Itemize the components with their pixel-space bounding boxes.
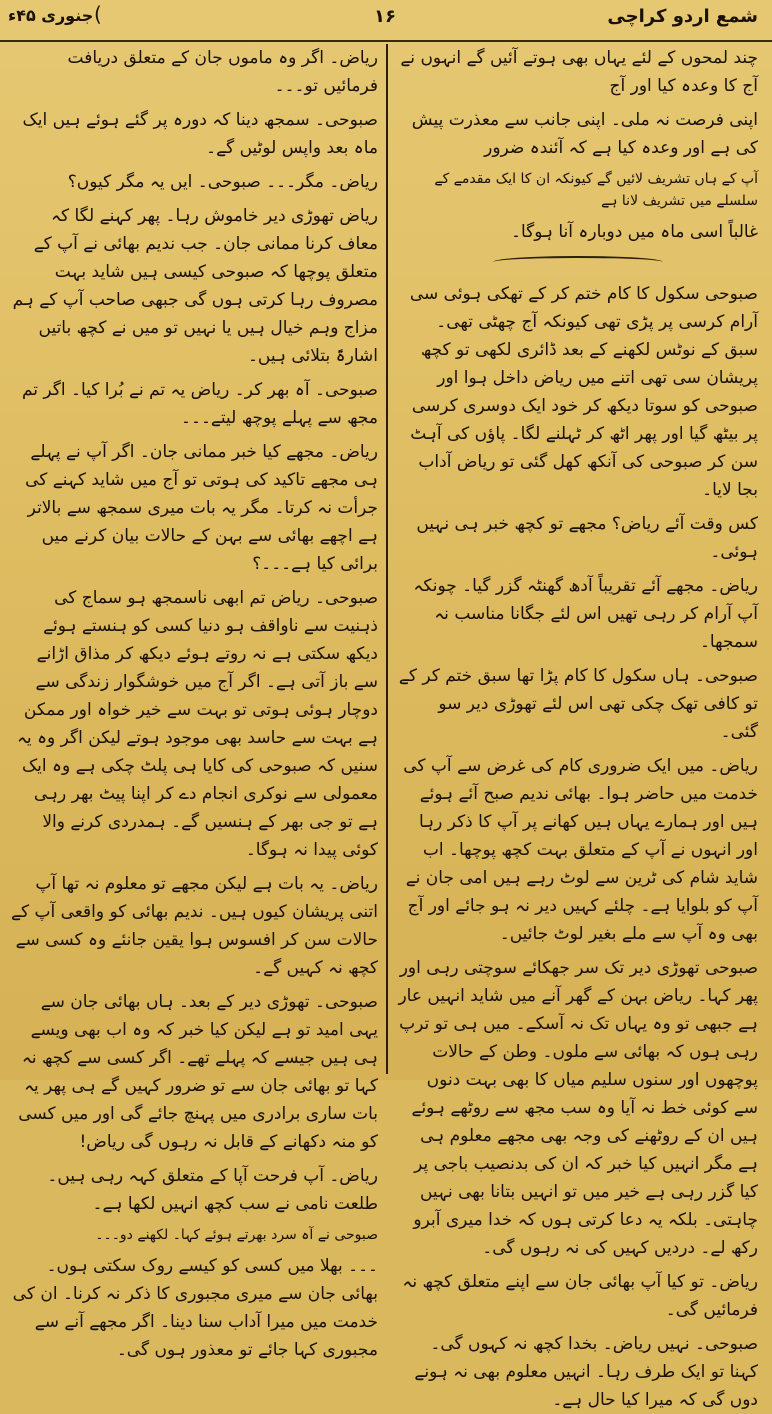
left-column [10,44,378,1360]
paragraph: آپ کے ہاں تشریف لائیں گے کیونکہ ان کا ایک مقدمے کے سلسلے میں تشریف لانا ہے [434,171,758,209]
paragraph: ریاض تھوڑی دیر خاموش رہا۔ پھر کہنے لگا کہ معاف کرنا ممانی جان۔ جب ندیم بھائی نے آپ کے متعلق پوچھا کہ صبوحی کیسی ہیں شاید بہت مصروف رہا کرتی ہوں گی جبھی صاحب آپ کے ہم مزاج وہم خیال ہیں یا نہیں تو میں نے کچھ باتیں اشارۃً بتلائی ہیں۔ [12,206,378,366]
paragraph: ریاض۔ یہ بات ہے لیکن مجھے تو معلوم نہ تھا آپ اتنی پریشان کیوں ہیں۔ ندیم بھائی کو واقعی آپ کے حالات سن کر افسوس ہوا یقین جانئے وہ کسی سے کچھ نہ کہیں گے۔ [11,874,378,978]
page-header [0,0,772,42]
paragraph: صبوحی۔ سمجھ دینا کہ دورہ پر گئے ہوئے ہیں ایک ماہ بعد واپس لوٹیں گے۔ [22,110,378,158]
paragraph: ریاض۔ مجھے آئے تقریباً آدھ گھنٹہ گزر گیا۔ چونکہ آپ آرام کر رہی تھیں اس لئے جگانا مناسب نہ سمجھا۔ [413,576,758,652]
paragraph: صبوحی نے آہ سرد بھرتے ہوئے کہا۔ لکھنے دو۔۔۔ [95,1227,378,1243]
magazine-title: شمع اردو کراچی [607,6,758,27]
paragraph: صبوحی۔ آہ بھر کر۔ ریاض یہ تم نے بُرا کیا۔ اگر تم مجھ سے پہلے پوچھ لیتے۔۔۔ [21,380,378,428]
paragraph: صبوحی۔ ریاض تم ابھی ناسمجھ ہو سماج کی ذہنیت سے ناواقف ہو دنیا کسی کو ہنستے ہوئے دیکھ سکتی ہے نہ روتے ہوئے دیکھ کر مذاق اڑانے سے باز آتی ہے۔ اگر آج میں خوشگوار زندگی سے دوچار ہوئی ہوتی تو بہت سے خیر خواہ اور ممکن ہے بہت سے حاسد بھی موجود ہوتے لیکن اگر وہ یہ سنیں کہ صبوحی کی کایا ہی پلٹ چکی ہے وہ ایک معمولی سے نوکری انجام دے کر اپنا پیٹ بھر رہی ہے تو جی بھر کے ہنسیں گے۔ ہمدردی کرنے والا کوئی پیدا نہ ہوگا۔ [16,588,378,860]
paragraph: ریاض۔ تو کیا آپ بھائی جان سے اپنے متعلق کچھ نہ فرمائیں گی۔ [402,1272,758,1320]
right-column [398,44,758,1410]
paragraph: ریاض۔ مگر۔۔۔ صبوحی۔ ایں یہ مگر کیوں؟ [67,172,378,192]
column-divider [386,44,388,1074]
paragraph: ریاض۔ اگر وہ ماموں جان کے متعلق دریافت فرمائیں تو۔۔۔ [67,48,378,96]
page-number: ۱۶ [374,6,396,27]
paragraph: صبوحی تھوڑی دیر تک سر جھکائے سوچتی رہی اور پھر کہا۔ ریاض بہن کے گھر آنے میں شاید انہیں عار ہے جبھی تو وہ یہاں تک نہ آسکے۔ میں ہی تو ترپ رہی ہوں کہ بھائی سے ملوں۔ وطن کے حالات پوچھوں اور سنوں سلیم میاں کا بھی بہت دنوں سے کوئی خط نہ آیا وہ سب مجھ سے روٹھے ہوئے ہیں ان کے روٹھنے کی وجہ بھی مجھے معلوم ہی ہے مگر انہیں کیا خبر کہ ان کی بدنصیب باجی پر کیا گزر رہی ہے خیر میں تو انہیں بتانا بھی نہیں چاہتی۔ بلکہ یہ دعا کرتی ہوں کہ خدا میری آبرو رکھ لے۔ دردیں کہیں کی نہ رہوں گی۔ [398,958,758,1258]
section-separator [493,256,663,268]
paragraph: کس وقت آئے ریاض؟ مجھے تو کچھ خبر ہی نہیں ہوئی۔ [416,514,758,562]
issue-date: جنوری ۴۵ء [8,6,94,25]
paragraph: ریاض۔ آپ فرحت آپا کے متعلق کہہ رہی ہیں۔ طلعت نامی نے سب کچھ انہیں لکھا ہے۔ [47,1166,378,1214]
paragraph: چند لمحوں کے لئے یہاں بھی ہوتے آئیں گے انہوں نے آج کا وعدہ کیا اور آج [400,48,758,96]
paragraph: ریاض۔ مجھے کیا خبر ممانی جان۔ اگر آپ نے پہلے ہی مجھے تاکید کی ہوتی تو آج میں شاید کہنے کی جرأت نہ کرتا۔ مگر یہ بات میری سمجھ سے بالاتر ہے اچھے بھائی سے بہن کے حالات بیان کرنے میں برائی کیا ہے۔۔۔؟ [25,442,378,574]
header-bracket: ( [94,2,102,26]
paragraph: ریاض۔ میں ایک ضروری کام کی غرض سے آپ کی خدمت میں حاضر ہوا۔ بھائی ندیم صبح آئے ہوئے ہیں اور ہمارے یہاں ہیں کھانے پر آپ کا ذکر رہا اور انہوں نے آپ کے متعلق بہت کچھ پوچھا۔ اب شاید شام کی ٹرین سے لوٹ رہے ہیں امی جان نے آپ کو بلوایا ہے۔ چلئے کہیں دیر نہ ہو جائے اور آج بھی وہ آپ سے ملے بغیر لوٹ جائیں۔ [403,756,758,944]
paragraph: ۔۔۔ بھلا میں کسی کو کیسے روک سکتی ہوں۔ بھائی جان سے میری مجبوری کا ذکر نہ کرنا۔ ان کی خدمت میں میرا آداب سنا دینا۔ اگر مجھے آنے سے مجبوری کہا جائے تو معذور ہوں گی۔ [12,1256,378,1360]
paragraph: صبوحی۔ ہاں سکول کا کام پڑا تھا سبق ختم کر کے تو کافی تھک چکی تھی اس لئے تھوڑی دیر سو گئی۔ [398,666,758,742]
paragraph: اپنی فرصت نہ ملی۔ اپنی جانب سے معذرت پیش کی ہے اور وعدہ کیا ہے کہ آئندہ ضرور [411,110,758,158]
paragraph: غالباً اسی ماہ میں دوبارہ آنا ہوگا۔ [510,222,758,242]
paragraph: صبوحی سکول کا کام ختم کر کے تھکی ہوئی سی آرام کرسی پر پڑی تھی کیونکہ آج چھٹی تھی۔ سبق کے نوٹس لکھنے کے بعد ڈائری لکھی تو کچھ پریشان سی تھی اتنے میں ریاض داخل ہوا اور صبوحی کو سوتا دیکھ کر خود ایک دوسری کرسی پر بیٹھ گیا اور پھر اٹھ کر ٹہلنے لگا۔ پاؤں کی آہٹ سن کر صبوحی کی آنکھ کھل گئی تو ریاض آداب بجا لایا۔ [409,284,758,500]
paragraph: صبوحی۔ تھوڑی دیر کے بعد۔ ہاں بھائی جان سے یہی امید تو ہے لیکن کیا خبر کہ وہ اب بھی ویسے ہی ہیں جیسے کہ پہلے تھے۔ اگر کسی سے کچھ نہ کہا تو بھائی جان سے تو ضرور کہیں گے ہی پھر یہ بات ساری برادری میں پہنچ جائے گی اور میں کسی کو منہ دکھانے کے قابل نہ رہوں گی ریاض! [18,992,378,1152]
paragraph: صبوحی۔ نہیں ریاض۔ بخدا کچھ نہ کہوں گی۔ کہنا تو ایک طرف رہا۔ انہیں معلوم بھی نہ ہونے دوں گی کہ میرا کیا حال ہے۔ [414,1334,758,1410]
